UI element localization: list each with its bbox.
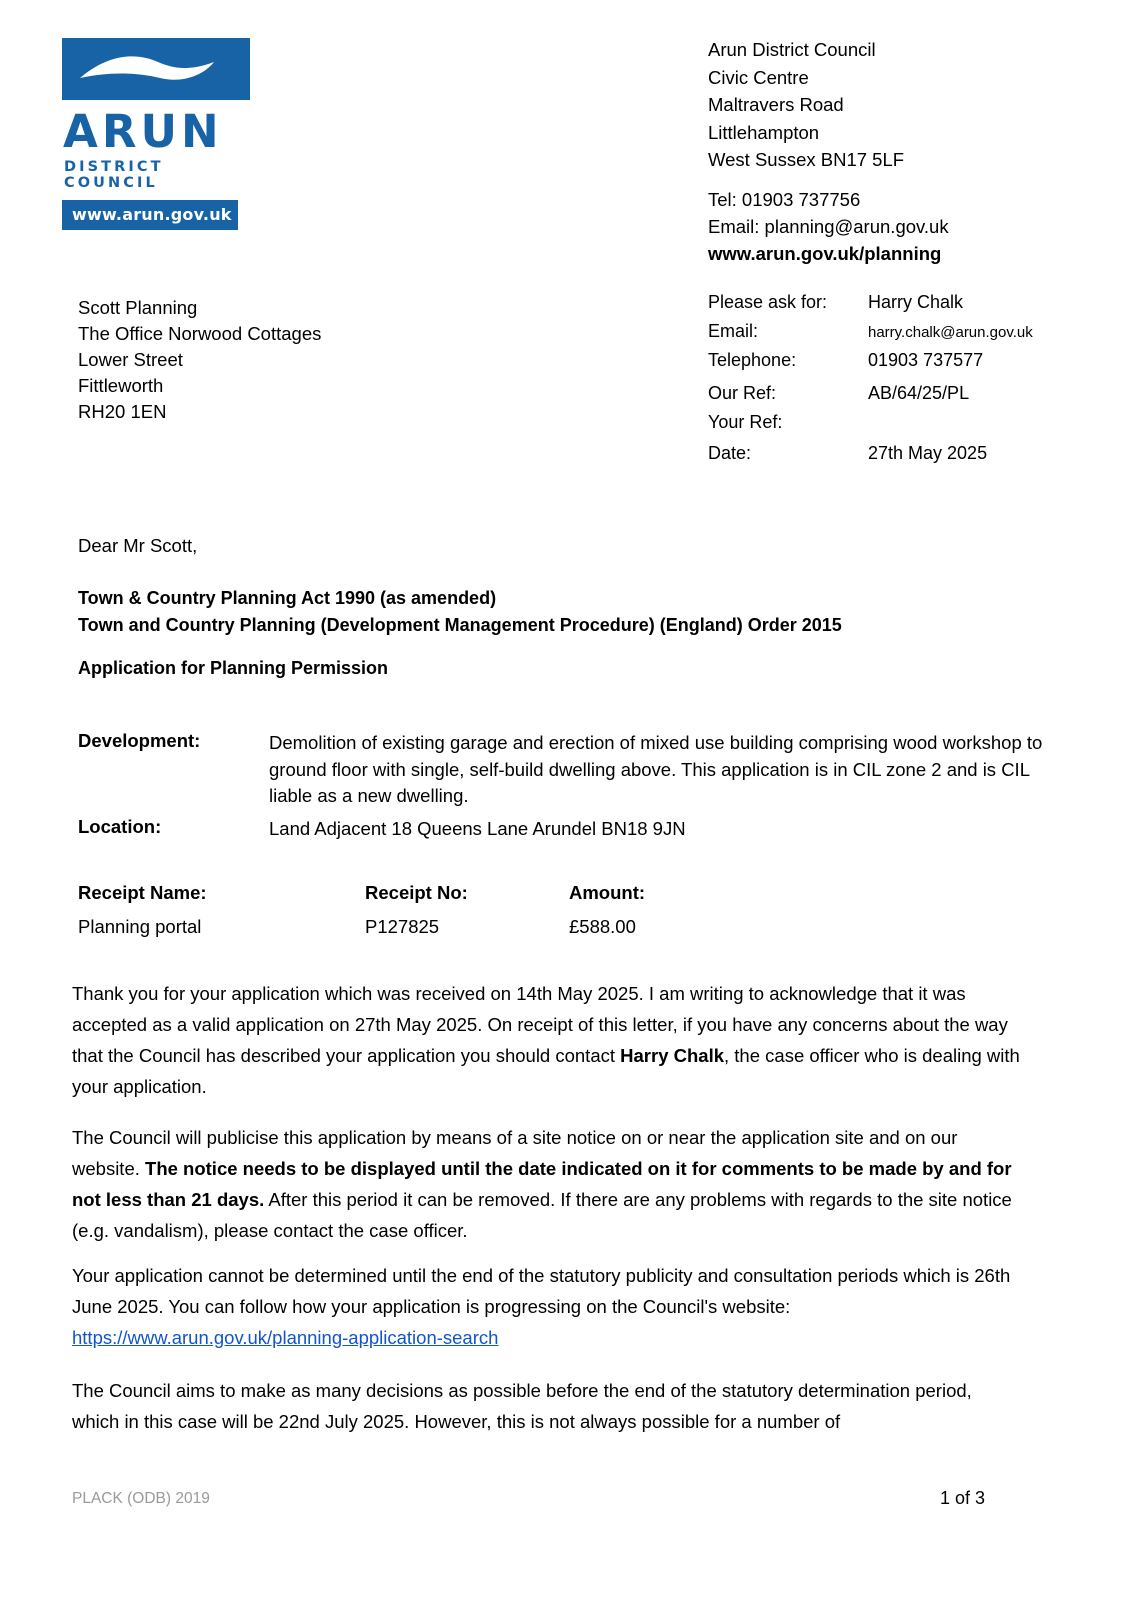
receipt-no-header: Receipt No:: [365, 882, 468, 903]
arun-logo: [62, 38, 257, 230]
paragraph-1-text-b: , the case officer who is dealing with your application.: [72, 1045, 1020, 1097]
recipient-address: [78, 295, 321, 425]
paragraph-acknowledgement: [72, 978, 1022, 1102]
act-line-1: Town & Country Planning Act 1990 (as amended): [78, 588, 497, 608]
receipt-header-row: [78, 882, 878, 904]
paragraph-consultation: [72, 1260, 1022, 1353]
arun-wordmark: ARUN: [63, 105, 223, 158]
development-row: [78, 730, 1048, 810]
letter-header: [0, 30, 1130, 463]
location-value: Land Adjacent 18 Queens Lane Arundel BN18 9JN: [269, 817, 686, 839]
recipient-line-3: Lower Street: [78, 349, 183, 370]
paragraph-1-text-a: Thank you for your application which was received on 14th May 2025. I am writing to acknowledge that it was accepted as a valid application on 27th May 2025. On receipt of this letter, if you have any concerns about the way that the Council has described your application you should contact: [72, 983, 1008, 1066]
council-address-line-3: Maltravers Road: [708, 94, 844, 115]
development-details: [78, 730, 1048, 846]
your-ref-row: [708, 412, 1108, 433]
paragraph-2-text-a: The Council will publicise this application by means of a site notice on or near the application site and on our website.: [72, 1127, 958, 1179]
receipt-table: [78, 882, 878, 938]
officer-telephone-value: 01903 737577: [868, 350, 984, 370]
location-row: [78, 816, 1048, 843]
our-ref-label: Our Ref:: [708, 383, 777, 403]
receipt-name-header: Receipt Name:: [78, 882, 207, 903]
council-website: www.arun.gov.uk/planning: [708, 243, 942, 264]
salutation: Dear Mr Scott,: [78, 535, 198, 556]
date-row: [708, 443, 1108, 464]
paragraph-determination: The Council aims to make as many decisions as possible before the end of the statutory determination period, which in this case will be 22nd July 2025. However, this is not always possible for a number of: [72, 1380, 972, 1432]
council-contact: [708, 186, 949, 267]
council-address-line-4: Littlehampton: [708, 121, 820, 143]
council-address-line-5: West Sussex BN17 5LF: [708, 149, 905, 170]
development-label: Development:: [78, 730, 201, 751]
our-ref-row: [708, 383, 1108, 404]
recipient-line-1: Scott Planning: [78, 297, 198, 318]
council-email: Email: planning@arun.gov.uk: [708, 216, 949, 237]
planning-application-search-link[interactable]: https://www.arun.gov.uk/planning-application-search: [72, 1327, 499, 1348]
receipt-amount-value: £588.00: [569, 916, 636, 937]
our-ref-value: AB/64/25/PL: [868, 383, 970, 403]
please-ask-for-label: Please ask for:: [708, 292, 828, 312]
receipt-name-value: Planning portal: [78, 916, 202, 937]
officer-telephone-row: [708, 350, 1108, 371]
recipient-line-2: The Office Norwood Cottages: [78, 323, 322, 344]
date-value: 27th May 2025: [868, 443, 988, 463]
recipient-line-4: Fittleworth: [78, 375, 164, 396]
paragraph-publicity: [72, 1122, 1022, 1246]
arun-logo-mark-icon: [62, 38, 250, 100]
please-ask-for-row: [708, 292, 1108, 313]
receipt-data-row: [78, 916, 878, 938]
your-ref-label: Your Ref:: [708, 412, 783, 432]
please-ask-for-value: Harry Chalk: [868, 292, 964, 312]
paragraph-1-officer-name: Harry Chalk: [620, 1045, 725, 1066]
paragraph-2-text-b: After this period it can be removed. If there are any problems with regards to the site notice (e.g. vandalism), please contact the case officer.: [72, 1189, 1012, 1241]
officer-email-label: Email:: [708, 321, 759, 341]
legislation-heading: [78, 585, 842, 639]
date-label: Date:: [708, 443, 752, 463]
council-telephone: Tel: 01903 737756: [708, 189, 861, 210]
officer-email-row: [708, 321, 1108, 342]
footer-page-number: 1 of 3: [940, 1488, 986, 1508]
paragraph-2-notice-requirement: The notice needs to be displayed until the date indicated on it for comments to be made by and for not less than 21 days.: [72, 1158, 1012, 1210]
footer-document-code: PLACK (ODB) 2019: [72, 1490, 210, 1507]
act-line-2: Town and Country Planning (Development Management Procedure) (England) Order 2015: [78, 615, 842, 635]
contact-details-table: [708, 292, 1108, 472]
application-title: Application for Planning Permission: [78, 658, 389, 678]
arun-subtitle: DISTRICT COUNCIL: [64, 159, 164, 192]
paragraph-3-text: Your application cannot be determined until the end of the statutory publicity and consultation periods which is 26th June 2025. You can follow how your application is progressing on the Council's website:: [72, 1265, 1011, 1317]
receipt-no-value: P127825: [365, 916, 440, 937]
officer-email-value: harry.chalk@arun.gov.uk: [868, 324, 1033, 341]
council-address: [708, 36, 904, 174]
officer-telephone-label: Telephone:: [708, 350, 797, 370]
development-value: Demolition of existing garage and erection of mixed use building comprising wood workshop to ground floor with single, self-build dwelling above. This application is in CIL zone 2 and is CIL liable as a new dwelling.: [269, 732, 1043, 806]
arun-website-badge: www.arun.gov.uk: [62, 200, 238, 230]
receipt-amount-header: Amount:: [569, 882, 646, 903]
council-address-line-1: Arun District Council: [708, 39, 876, 60]
location-label: Location:: [78, 815, 162, 837]
recipient-line-5: RH20 1EN: [78, 401, 167, 422]
council-address-line-2: Civic Centre: [708, 66, 809, 88]
